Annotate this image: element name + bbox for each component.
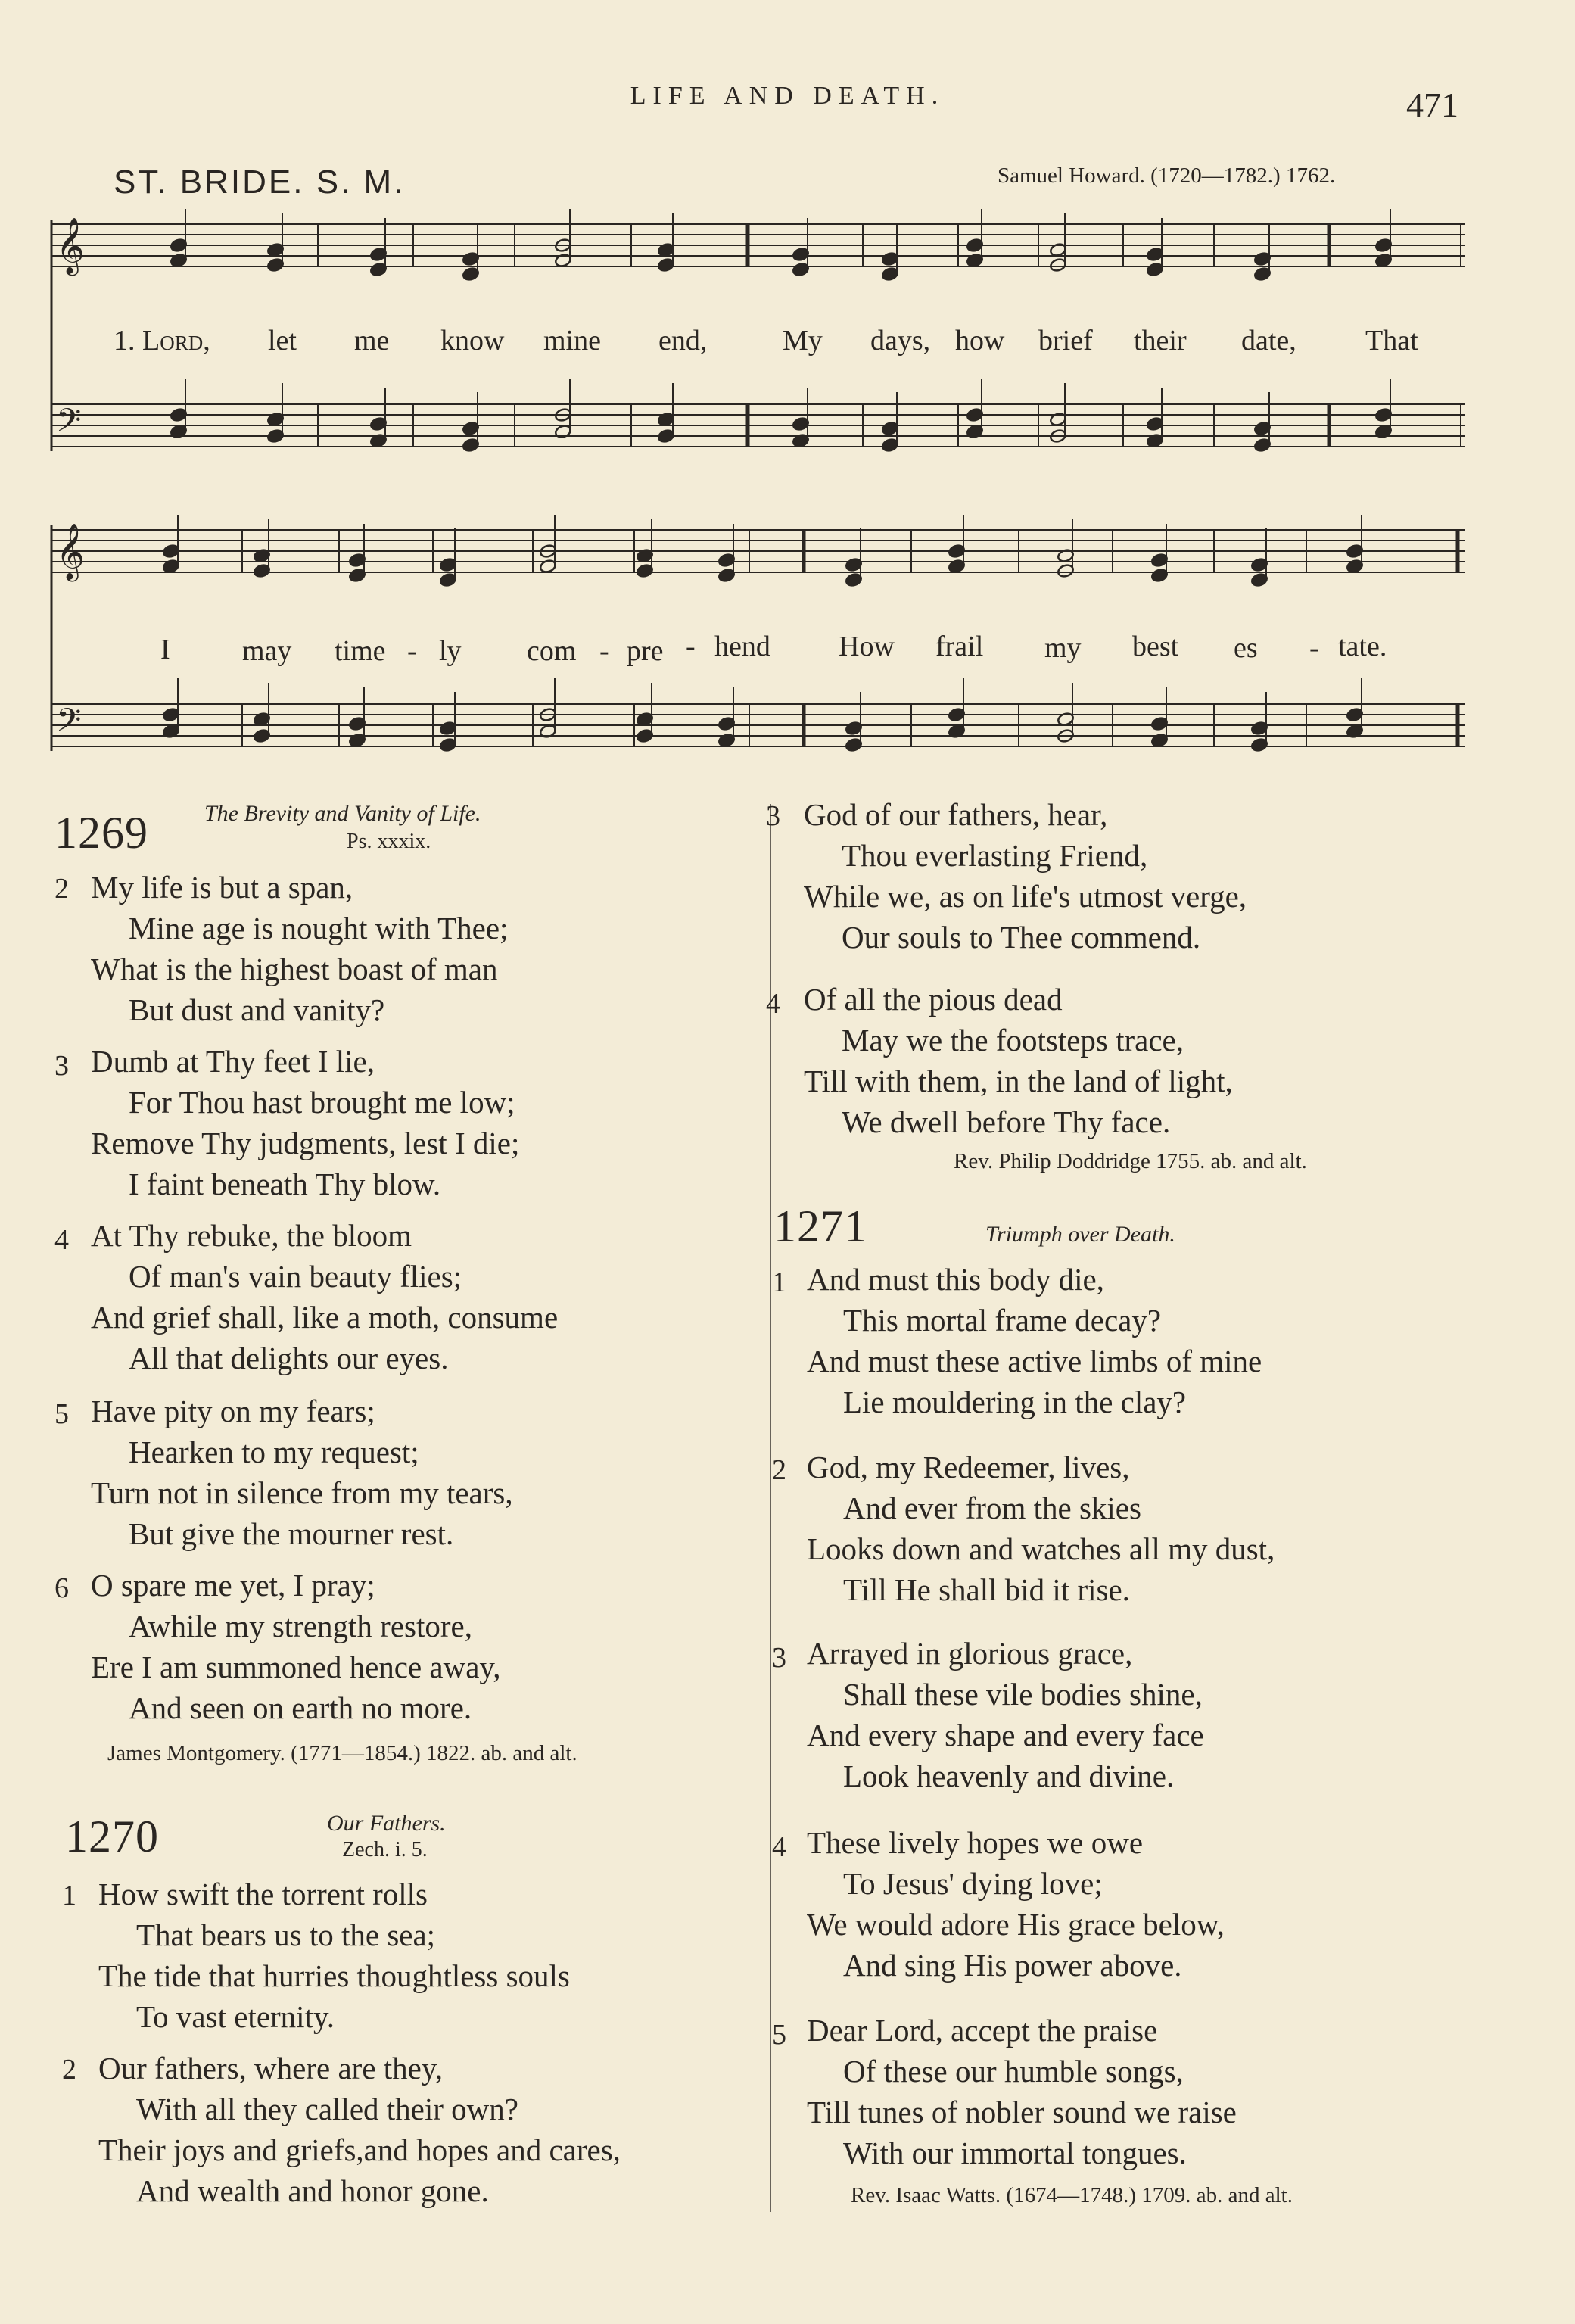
verse-line: God, my Redeemer, lives, <box>807 1450 1130 1484</box>
verse-line: Have pity on my fears; <box>91 1394 375 1428</box>
verse-number: 5 <box>772 2019 786 2051</box>
hymn-number: 1271 <box>773 1201 867 1251</box>
lyric-syllable: may <box>242 635 292 667</box>
verse-line: At Thy rebuke, the bloom <box>91 1218 412 1253</box>
verse-line: Remove Thy judgments, lest I die; <box>91 1126 520 1160</box>
tune-name: ST. BRIDE. S. M. <box>114 164 406 201</box>
verse-line: God of our fathers, hear, <box>804 797 1108 832</box>
verse-line: Our souls to Thee commend. <box>842 920 1201 955</box>
hymn-title: The Brevity and Vanity of Life. <box>204 801 481 826</box>
verse-number: 5 <box>54 1398 69 1430</box>
music-score <box>0 0 1575 802</box>
lyric-syllable: mine <box>543 325 601 357</box>
hymn-reference: Ps. xxxix. <box>347 830 431 853</box>
verse-line: Their joys and griefs,and hopes and cares, <box>98 2132 621 2167</box>
verse-line: What is the highest boast of man <box>91 952 498 986</box>
lyric-syllable: - <box>686 631 696 662</box>
verse-line: O spare me yet, I pray; <box>91 1568 375 1603</box>
verse-line: While we, as on life's utmost verge, <box>804 879 1247 914</box>
verse-number: 2 <box>772 1454 786 1486</box>
lyric-syllable: 1. Lord, <box>114 325 210 357</box>
lyric-syllable: pre <box>627 635 664 667</box>
lyric-syllable: how <box>955 325 1005 357</box>
verse-line: Of all the pious dead <box>804 982 1063 1017</box>
verse-number: 2 <box>54 873 69 905</box>
verse-line: Dear Lord, accept the praise <box>807 2013 1158 2048</box>
lyric-syllable: their <box>1134 325 1187 357</box>
hymn-title: Triumph over Death. <box>985 1222 1175 1247</box>
bass-clef-icon: 𝄢 <box>56 402 82 447</box>
verse-line: But dust and vanity? <box>129 992 385 1027</box>
lyric-syllable: brief <box>1038 325 1093 357</box>
verse-line: May we the footsteps trace, <box>842 1023 1184 1058</box>
verse-line: How swift the torrent rolls <box>98 1877 428 1911</box>
verse-line: Of man's vain beauty flies; <box>129 1259 462 1294</box>
verse-line: Arrayed in glorious grace, <box>807 1636 1133 1671</box>
page-number: 471 <box>1406 86 1458 124</box>
treble-clef-icon: 𝄞 <box>56 524 85 580</box>
verse-number: 1 <box>772 1266 786 1298</box>
verse-line: I faint beneath Thy blow. <box>129 1167 441 1201</box>
lyric-syllable: com <box>527 635 577 667</box>
hymn-number: 1269 <box>54 808 148 858</box>
tune-composer: Samuel Howard. (1720—1782.) 1762. <box>998 164 1336 188</box>
verse-line: Thou everlasting Friend, <box>842 838 1148 873</box>
verse-line: Mine age is nought with Thee; <box>129 911 509 945</box>
verse-line: With our immortal tongues. <box>843 2136 1187 2170</box>
verse-line: For Thou hast brought me low; <box>129 1085 515 1120</box>
verse-line: With all they called their own? <box>136 2092 518 2126</box>
hymn-number: 1270 <box>65 1812 159 1861</box>
lyric-syllable: - <box>1309 632 1319 664</box>
verse-line: Look heavenly and divine. <box>843 1759 1175 1793</box>
lyric-syllable: How <box>839 631 895 662</box>
verse-line: That bears us to the sea; <box>136 1917 436 1952</box>
verse-line: Ere I am summoned hence away, <box>91 1650 501 1684</box>
lyric-syllable: let <box>268 325 297 357</box>
lyric-syllable: my <box>1044 632 1082 664</box>
verse-line: And sing His power above. <box>843 1948 1182 1983</box>
verse-number: 4 <box>54 1224 69 1256</box>
verse-line: Looks down and watches all my dust, <box>807 1531 1275 1566</box>
verse-line: And seen on earth no more. <box>129 1690 472 1725</box>
verse-line: And must these active limbs of mine <box>807 1344 1262 1379</box>
verse-number: 1 <box>62 1880 76 1911</box>
lyric-syllable: frail <box>935 631 984 662</box>
verse-line: Turn not in silence from my tears, <box>91 1475 513 1510</box>
verse-number: 6 <box>54 1572 69 1604</box>
lyric-syllable: know <box>440 325 505 357</box>
hymn-attribution: James Montgomery. (1771—1854.) 1822. ab. and alt. <box>107 1741 577 1765</box>
verse-line: And ever from the skies <box>843 1491 1141 1525</box>
bass-clef-icon: 𝄢 <box>56 702 82 747</box>
verse-line: To Jesus' dying love; <box>843 1866 1103 1901</box>
verse-line: Awhile my strength restore, <box>129 1609 472 1643</box>
lyric-syllable: That <box>1365 325 1418 357</box>
verse-number: 2 <box>62 2054 76 2086</box>
verse-line: But give the mourner rest. <box>129 1516 454 1551</box>
treble-clef-icon: 𝄞 <box>56 218 85 274</box>
lyric-syllable: My <box>783 325 823 357</box>
lyric-syllable: end, <box>658 325 708 357</box>
running-title: LIFE AND DEATH. <box>630 82 945 110</box>
lyric-syllable: days, <box>870 325 931 357</box>
verse-number: 4 <box>766 988 780 1020</box>
verse-line: And every shape and every face <box>807 1718 1204 1752</box>
lyric-syllable: best <box>1132 631 1179 662</box>
verse-number: 3 <box>772 1642 786 1674</box>
lyric-syllable: ly <box>439 635 462 667</box>
hymn-attribution: Rev. Isaac Watts. (1674—1748.) 1709. ab. and alt. <box>851 2183 1293 2207</box>
verse-line: Dumb at Thy feet I lie, <box>91 1044 375 1079</box>
verse-line: We dwell before Thy face. <box>842 1104 1171 1139</box>
lyric-syllable: date, <box>1241 325 1296 357</box>
hymn-title: Our Fathers. <box>327 1811 446 1836</box>
lyric-syllable: time <box>335 635 386 667</box>
verse-line: The tide that hurries thoughtless souls <box>98 1958 570 1993</box>
verse-line: Hearken to my request; <box>129 1435 419 1469</box>
hymn-attribution: Rev. Philip Doddridge 1755. ab. and alt. <box>954 1149 1307 1173</box>
verse-number: 3 <box>54 1050 69 1082</box>
lyric-syllable: me <box>354 325 390 357</box>
lyric-syllable: - <box>599 635 609 667</box>
verse-line: This mortal frame decay? <box>843 1303 1162 1338</box>
lyric-syllable: tate. <box>1338 631 1387 662</box>
verse-line: Of these our humble songs, <box>843 2054 1184 2089</box>
lyric-syllable: - <box>407 635 417 667</box>
lyric-syllable: es <box>1234 632 1258 664</box>
hymn-reference: Zech. i. 5. <box>342 1838 428 1861</box>
verse-line: And must this body die, <box>807 1262 1104 1297</box>
lyric-syllable: I <box>160 634 170 665</box>
verse-line: And grief shall, like a moth, consume <box>91 1300 559 1335</box>
verse-number: 3 <box>766 800 780 832</box>
verse-line: All that delights our eyes. <box>129 1341 449 1375</box>
verse-line: And wealth and honor gone. <box>136 2173 489 2208</box>
verse-line: Our fathers, where are they, <box>98 2051 443 2086</box>
verse-number: 4 <box>772 1831 786 1863</box>
verse-line: Till tunes of nobler sound we raise <box>807 2095 1237 2129</box>
verse-line: Lie mouldering in the clay? <box>843 1385 1187 1419</box>
lyric-syllable: hend <box>714 631 770 662</box>
verse-line: We would adore His grace below, <box>807 1907 1225 1942</box>
verse-line: Till with them, in the land of light, <box>804 1064 1233 1098</box>
verse-line: To vast eternity. <box>136 1999 335 2034</box>
verse-line: These lively hopes we owe <box>807 1825 1144 1860</box>
verse-line: Shall these vile bodies shine, <box>843 1677 1203 1712</box>
verse-line: Till He shall bid it rise. <box>843 1572 1130 1607</box>
verse-line: My life is but a span, <box>91 870 353 905</box>
